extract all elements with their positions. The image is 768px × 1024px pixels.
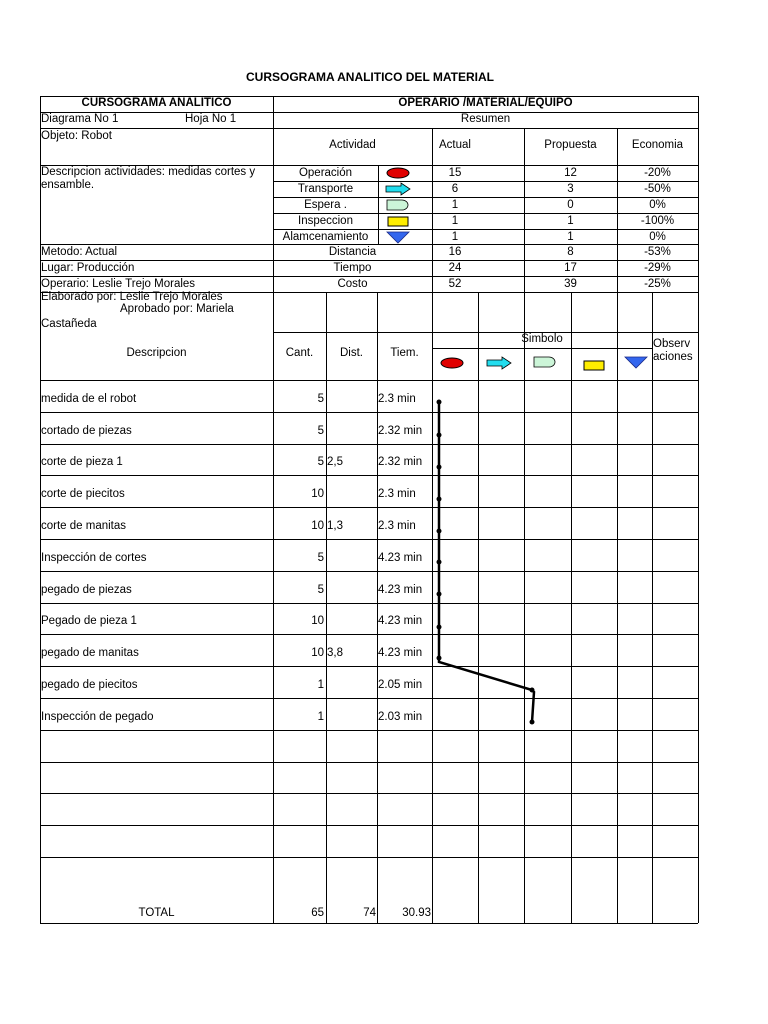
col-propuesta: Propuesta — [544, 139, 597, 151]
activity-tiem-1: 2.3 min — [378, 393, 416, 405]
total-cant: 65 — [311, 907, 324, 919]
total-tiem: 30.93 — [402, 907, 431, 919]
flow-point-7 — [437, 592, 442, 597]
activity-cant-8: 10 — [311, 615, 324, 627]
flow-point-6 — [437, 560, 442, 565]
summary-actual: 15 — [448, 167, 462, 179]
activity-cant-9: 10 — [311, 647, 324, 659]
totals-propuesta: 17 — [564, 262, 577, 274]
lugar-label: Lugar: Producción — [41, 262, 135, 274]
activity-tiem-10: 2.05 min — [378, 679, 423, 691]
total-dist: 74 — [363, 907, 376, 919]
activity-cant-2: 5 — [317, 425, 324, 437]
summary-economia: -20% — [644, 167, 671, 179]
totals-economia: -25% — [644, 278, 671, 290]
activity-tiem-8: 4.23 min — [378, 615, 423, 627]
totals-actual: 16 — [448, 246, 462, 258]
diagrama-number: Diagrama No 1 — [41, 113, 119, 125]
col-economia: Economia — [631, 139, 684, 151]
flow-point-3 — [437, 465, 442, 470]
activity-description-4: corte de piecitos — [41, 488, 125, 500]
activity-tiem-7: 4.23 min — [378, 584, 423, 596]
object-label: Objeto: Robot — [41, 130, 112, 142]
summary-transport-arrow-label: Transporte — [297, 183, 354, 195]
col-actividad: Actividad — [329, 139, 376, 151]
activity-tiem-3: 2.32 min — [378, 456, 423, 468]
flow-point-4 — [437, 497, 442, 502]
header-simbolo: Simbolo — [521, 333, 563, 345]
activity-description-8: Pegado de pieza 1 — [41, 615, 137, 627]
activity-cant-7: 5 — [317, 584, 324, 596]
flow-point-11 — [530, 720, 535, 725]
summary-delay-d-label: Espera . — [304, 199, 347, 211]
summary-inspection-rectangle-label: Inspeccion — [298, 215, 353, 227]
activity-dist-5: 1,3 — [327, 520, 343, 532]
activity-cant-6: 5 — [317, 552, 324, 564]
totals-tiempo-label: Tiempo — [333, 262, 372, 274]
totals-propuesta: 8 — [567, 246, 574, 258]
total-label: TOTAL — [138, 907, 175, 919]
activity-dist-9: 3,8 — [327, 647, 343, 659]
summary-propuesta: 0 — [567, 199, 574, 211]
summary-actual: 1 — [451, 231, 459, 243]
header-dist: Dist. — [340, 347, 363, 359]
header-descripcion: Descripcion — [126, 347, 187, 359]
totals-propuesta: 39 — [564, 278, 577, 290]
activity-cant-10: 1 — [317, 679, 324, 691]
totals-actual: 52 — [448, 278, 462, 290]
activity-cant-1: 5 — [317, 393, 324, 405]
activity-cant-11: 1 — [317, 711, 324, 723]
activity-tiem-6: 4.23 min — [378, 552, 423, 564]
activity-description-10: pegado de piecitos — [41, 679, 138, 691]
activity-tiem-11: 2.03 min — [378, 711, 423, 723]
activity-description-3: corte de pieza 1 — [41, 456, 123, 468]
totals-costo-label: Costo — [337, 278, 368, 290]
activity-tiem-2: 2.32 min — [378, 425, 423, 437]
summary-actual: 1 — [451, 215, 459, 227]
flow-point-9 — [437, 656, 442, 661]
header-cant: Cant. — [285, 347, 314, 359]
flow-point-5 — [437, 529, 442, 534]
summary-propuesta: 1 — [567, 231, 574, 243]
header-tiem: Tiem. — [390, 347, 419, 359]
summary-storage-triangle-label: Alamcenamiento — [282, 231, 369, 243]
totals-distancia-label: Distancia — [328, 246, 377, 258]
activity-description-1: medida de el robot — [41, 393, 137, 405]
operario-label: Operario: Leslie Trejo Morales — [41, 278, 196, 290]
summary-propuesta: 12 — [564, 167, 577, 179]
activity-cant-3: 5 — [317, 456, 324, 468]
right-header: OPERARIO /MATERIAL/EQUIPO — [398, 97, 573, 109]
activity-description: Descripcion actividades: medidas cortes y ensamble. — [41, 166, 256, 191]
summary-economia: -100% — [640, 215, 675, 227]
sheet-number: Hoja No 1 — [185, 113, 237, 125]
metodo-label: Metodo: Actual — [41, 246, 118, 258]
left-header: CURSOGRAMA ANALITICO — [81, 97, 232, 109]
summary-economia: 0% — [649, 231, 666, 243]
totals-actual: 24 — [448, 262, 462, 274]
activity-cant-4: 10 — [311, 488, 324, 500]
flow-point-8 — [437, 625, 442, 630]
activity-description-2: cortado de piezas — [41, 425, 132, 437]
summary-economia: -50% — [644, 183, 671, 195]
document-title: CURSOGRAMA ANALITICO DEL MATERIAL — [246, 70, 494, 84]
activity-tiem-4: 2.3 min — [378, 488, 416, 500]
activity-description-7: pegado de piezas — [41, 584, 132, 596]
flow-point-1 — [437, 400, 442, 405]
flow-line — [439, 402, 534, 722]
process-chart-sheet — [40, 96, 698, 923]
flow-point-2 — [437, 433, 442, 438]
activity-description-5: corte de manitas — [41, 520, 127, 532]
activity-description-11: Inspección de pegado — [41, 711, 154, 723]
header-aciones: aciones — [653, 351, 693, 363]
summary-actual: 6 — [451, 183, 459, 195]
activity-cant-5: 10 — [311, 520, 324, 532]
summary-actual: 1 — [451, 199, 459, 211]
summary-label: Resumen — [460, 113, 511, 125]
activity-description-9: pegado de manitas — [41, 647, 139, 659]
header-observ: Observ — [653, 338, 691, 350]
activity-dist-3: 2,5 — [327, 456, 343, 468]
approved-by: Aprobado por: Mariela — [120, 303, 234, 315]
summary-economia: 0% — [649, 199, 666, 211]
totals-economia: -53% — [644, 246, 671, 258]
flow-path — [40, 96, 698, 923]
activity-tiem-5: 2.3 min — [378, 520, 416, 532]
activity-description-6: Inspección de cortes — [41, 552, 147, 564]
approved-by-surname: Castañeda — [41, 318, 97, 330]
flow-point-10 — [530, 688, 535, 693]
summary-propuesta: 1 — [567, 215, 574, 227]
summary-propuesta: 3 — [567, 183, 574, 195]
summary-operation-oval-label: Operación — [298, 167, 353, 179]
col-actual: Actual — [439, 139, 471, 151]
activity-tiem-9: 4.23 min — [378, 647, 423, 659]
totals-economia: -29% — [644, 262, 671, 274]
prepared-by: Elaborado por: Leslie Trejo Morales — [41, 291, 223, 303]
